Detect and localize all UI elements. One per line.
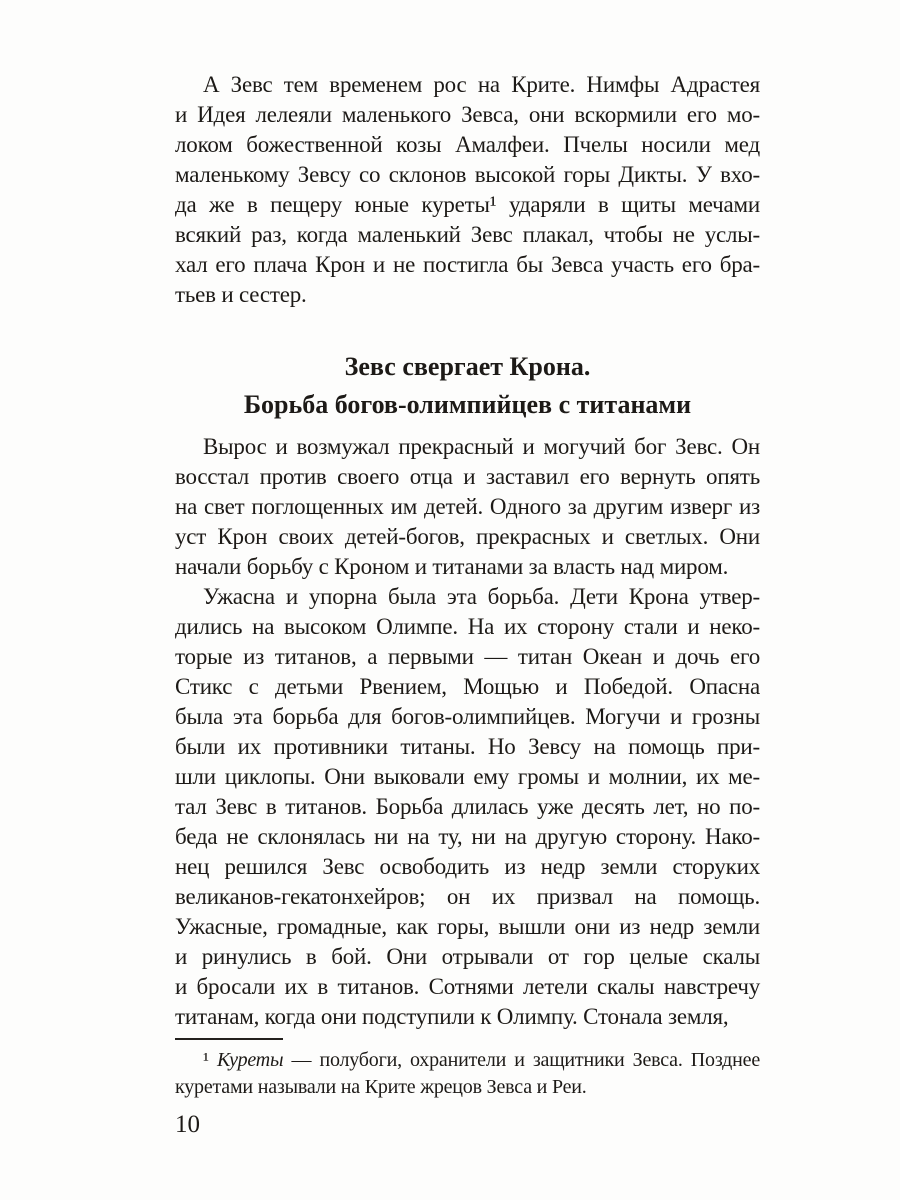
paragraph-zeus-overthrows-cronus: [175, 432, 760, 582]
footnote: [175, 1038, 760, 1101]
footnote-text-rest: — полубоги, охранители и защитники Зевса. Позднее: [291, 1049, 760, 1071]
text-line: нец решился Зевс освободить из недр земли сторуких: [175, 854, 760, 879]
text-line: локом божественной козы Амалфеи. Пчелы носили мед: [175, 132, 760, 157]
page-number: 10: [175, 1111, 200, 1138]
text-line: на свет поглощенных им детей. Одного за другим изверг из: [175, 494, 760, 519]
paragraph-zeus-on-crete: [175, 70, 760, 310]
text-line: торые из титанов, а первыми — титан Океан и дочь его: [175, 644, 760, 669]
text-line: шли циклопы. Они выковали ему громы и молнии, их ме-: [175, 764, 760, 789]
text-line: тьев и сестер.: [175, 282, 307, 307]
footnote-term: Куреты: [216, 1049, 284, 1071]
text-line: Ужасные, громадные, как горы, вышли они из недр земли: [175, 914, 760, 939]
text-line: великанов-гекатонхейров; он их призвал на помощь.: [175, 884, 760, 909]
footnote-line-2: куретами называли на Крите жрецов Зевса и Реи.: [175, 1076, 587, 1098]
text-line: восстал против своего отца и заставил его вернуть опять: [175, 464, 760, 489]
text-block: [175, 70, 760, 1140]
footnote-divider: [175, 1038, 283, 1040]
text-line: и ринулись в бой. Они отрывали от гор целые скалы: [175, 944, 760, 969]
footnote-marker: ¹: [203, 1049, 209, 1071]
text-line: и бросали их в титанов. Сотнями летели скалы навстречу: [175, 974, 760, 999]
text-line: дились на высоком Олимпе. На их сторону стали и неко-: [175, 614, 760, 639]
text-line: уст Крон своих детей-богов, прекрасных и светлых. Они: [175, 524, 760, 549]
footnote-line-1: [175, 1047, 760, 1074]
text-line: и Идея лелеяли маленького Зевса, они вскормили его мо-: [175, 102, 760, 127]
text-line: Вырос и возмужал прекрасный и могучий бог Зевс. Он: [203, 434, 760, 459]
section-heading: [175, 348, 760, 424]
text-line: Ужасна и упорна была эта борьба. Дети Крона утвер-: [203, 584, 760, 609]
paragraph-battle-with-titans: [175, 582, 760, 1032]
text-line: хал его плача Крон и не постигла бы Зевса участь его бра-: [175, 252, 760, 277]
section-heading-line-2: Борьба богов-олимпийцев с титанами: [243, 390, 692, 419]
text-line: начали борьбу с Кроном и титанами за власть над миром.: [175, 554, 729, 579]
text-line: тал Зевс в титанов. Борьба длилась уже десять лет, но по-: [175, 794, 760, 819]
text-line: маленькому Зевсу со склонов высокой горы Дикты. У вхо-: [175, 162, 760, 187]
text-line: были их противники титаны. Но Зевсу на помощь при-: [175, 734, 760, 759]
text-line: была эта борьба для богов-олимпийцев. Могучи и грозны: [175, 704, 760, 729]
text-line: беда не склонялась ни на ту, ни на другую сторону. Нако-: [175, 824, 760, 849]
text-line: Стикс с детьми Рвением, Мощью и Победой. Опасна: [175, 674, 760, 699]
text-line: титанам, когда они подступили к Олимпу. Стонала земля,: [175, 1004, 729, 1029]
text-line: А Зевс тем временем рос на Крите. Нимфы Адрастея: [203, 72, 760, 97]
section-heading-line-1: Зевс свергает Крона.: [344, 352, 591, 381]
text-line: да же в пещеру юные куреты¹ ударяли в щиты мечами: [175, 192, 760, 217]
text-line: всякий раз, когда маленький Зевс плакал, чтобы не услы-: [175, 222, 760, 247]
